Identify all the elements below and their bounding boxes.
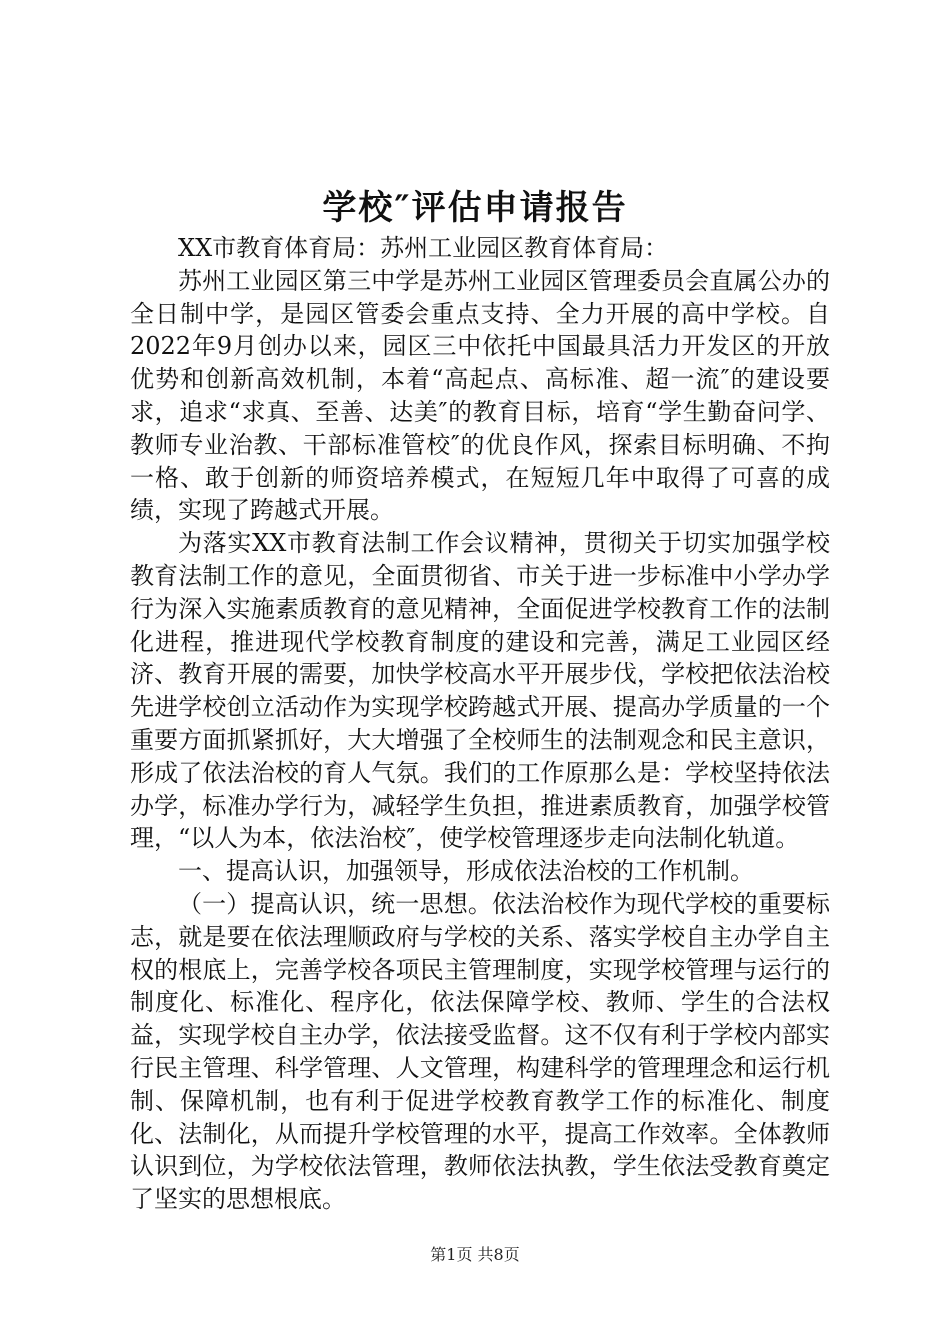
salutation-paragraph: XX市教育体育局：苏州工业园区教育体育局： [178,234,669,262]
school-intro-paragraph: 苏州工业园区第三中学是苏州工业园区管理委员会直属公办的全日制中学，是园区管委会重点支持、全力开展的高中学校。自2022年9月创办以来，园区三中依托中国最具活力开发区的开放优势和创新高效机制，本着“高起点、高标准、超一流″的建设要求，追求“求真、至善、达美″的教育目标，培育“学生勤奋问学、教师专业治教、干部标准管校″的优良作风，探索目标明确、不拘一格、敢于创新的师资培养模式，在短短几年中取得了可喜的成绩，实现了跨越式开展。 [130,266,830,525]
document-body [130,232,830,1216]
section-heading-1: 一、提高认识，加强领导，形成依法治校的工作机制。 [178,857,754,886]
legal-work-paragraph: 为落实XX市教育法制工作会议精神，贯彻关于切实加强学校教育法制工作的意见，全面贯彻省、市关于进一步标准中小学办学行为深入实施素质教育的意见精神，全面促进学校教育工作的法制化进程，推进现代学校教育制度的建设和完善，满足工业园区经济、教育开展的需要，加快学校高水平开展步伐，学校把依法治校先进学校创立活动作为实现学校跨越式开展、提高办学质量的一个重要方面抓紧抓好，大大增强了全校师生的法制观念和民主意识，形成了依法治校的育人气氛。我们的工作原那么是：学校坚持依法办学，标准办学行为，减轻学生负担，推进素质教育，加强学校管理，“以人为本，依法治校″，使学校管理逐步走向法制化轨道。 [130,529,830,853]
subsection-paragraph-1: （一）提高认识，统一思想。依法治校作为现代学校的重要标志，就是要在依法理顺政府与学校的关系、落实学校自主办学自主权的根底上，完善学校各项民主管理制度，实现学校管理与运行的制度化、标准化、程序化，依法保障学校、教师、学生的合法权益，实现学校自主办学，依法接受监督。这不仅有利于学校内部实行民主管理、科学管理、人文管理，构建科学的管理理念和运行机制、保障机制，也有利于促进学校教育教学工作的标准化、制度化、法制化，从而提升学校管理的水平，提高工作效率。全体教师认识到位，为学校依法管理，教师依法执教，学生依法受教育奠定了坚实的思想根底。 [130,889,830,1214]
document-title: 学校″评估申请报告 [322,188,628,228]
page-footer: 第1页 共8页 [430,1245,520,1264]
